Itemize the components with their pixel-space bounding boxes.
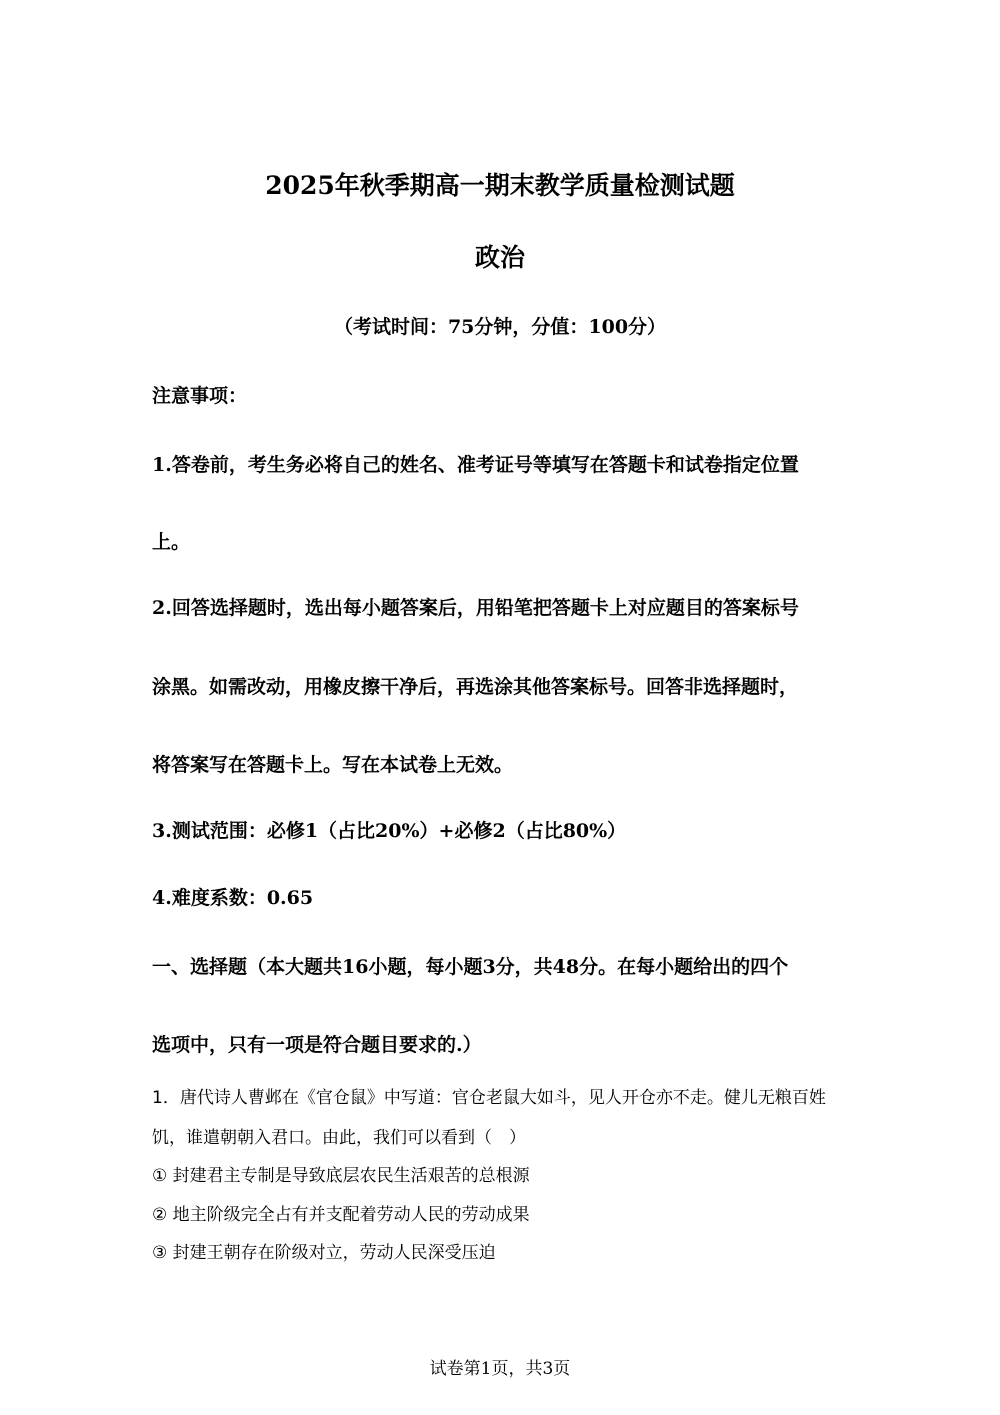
note-item-4: 4.难度系数：0.65 <box>152 887 314 909</box>
note-item-1-line-1: 1.答卷前，考生务必将自己的姓名、准考证号等填写在答题卡和试卷指定位置 <box>152 454 799 476</box>
note-item-2-line-1: 2.回答选择题时，选出每小题答案后，用铅笔把答题卡上对应题目的答案标号 <box>152 597 799 619</box>
exam-title: 2025年秋季期高一期末教学质量检测试题 <box>265 171 735 200</box>
question-1-option-2: ② 地主阶级完全占有并支配着劳动人民的劳动成果 <box>152 1205 530 1225</box>
question-1-stem-line-1: 1．唐代诗人曹邺在《官仓鼠》中写道：官仓老鼠大如斗，见人开仓亦不走。健儿无粮百姓 <box>152 1088 826 1108</box>
question-1-stem-line-2: 饥，谁遣朝朝入君口。由此，我们可以看到（ ） <box>152 1128 526 1148</box>
question-1-option-3: ③ 封建王朝存在阶级对立，劳动人民深受压迫 <box>152 1243 496 1263</box>
section-1-heading-line-1: 一、选择题（本大题共16小题，每小题3分，共48分。在每小题给出的四个 <box>152 956 789 978</box>
note-item-1-line-2: 上。 <box>152 531 191 553</box>
note-item-2-line-2: 涂黑。如需改动，用橡皮擦干净后，再选涂其他答案标号。回答非选择题时， <box>152 676 799 698</box>
note-item-2-line-3: 将答案写在答题卡上。写在本试卷上无效。 <box>152 754 514 776</box>
question-1-option-1: ① 封建君主专制是导致底层农民生活艰苦的总根源 <box>152 1166 530 1186</box>
page-footer: 试卷第1页，共3页 <box>429 1359 571 1379</box>
note-item-3: 3.测试范围：必修1（占比20%）+必修2（占比80%） <box>152 820 627 842</box>
exam-subject: 政治 <box>474 243 525 272</box>
notes-heading: 注意事项： <box>152 385 248 407</box>
exam-time-score: （考试时间：75分钟，分值：100分） <box>333 316 667 338</box>
section-1-heading-line-2: 选项中，只有一项是符合题目要求的.） <box>152 1034 482 1056</box>
